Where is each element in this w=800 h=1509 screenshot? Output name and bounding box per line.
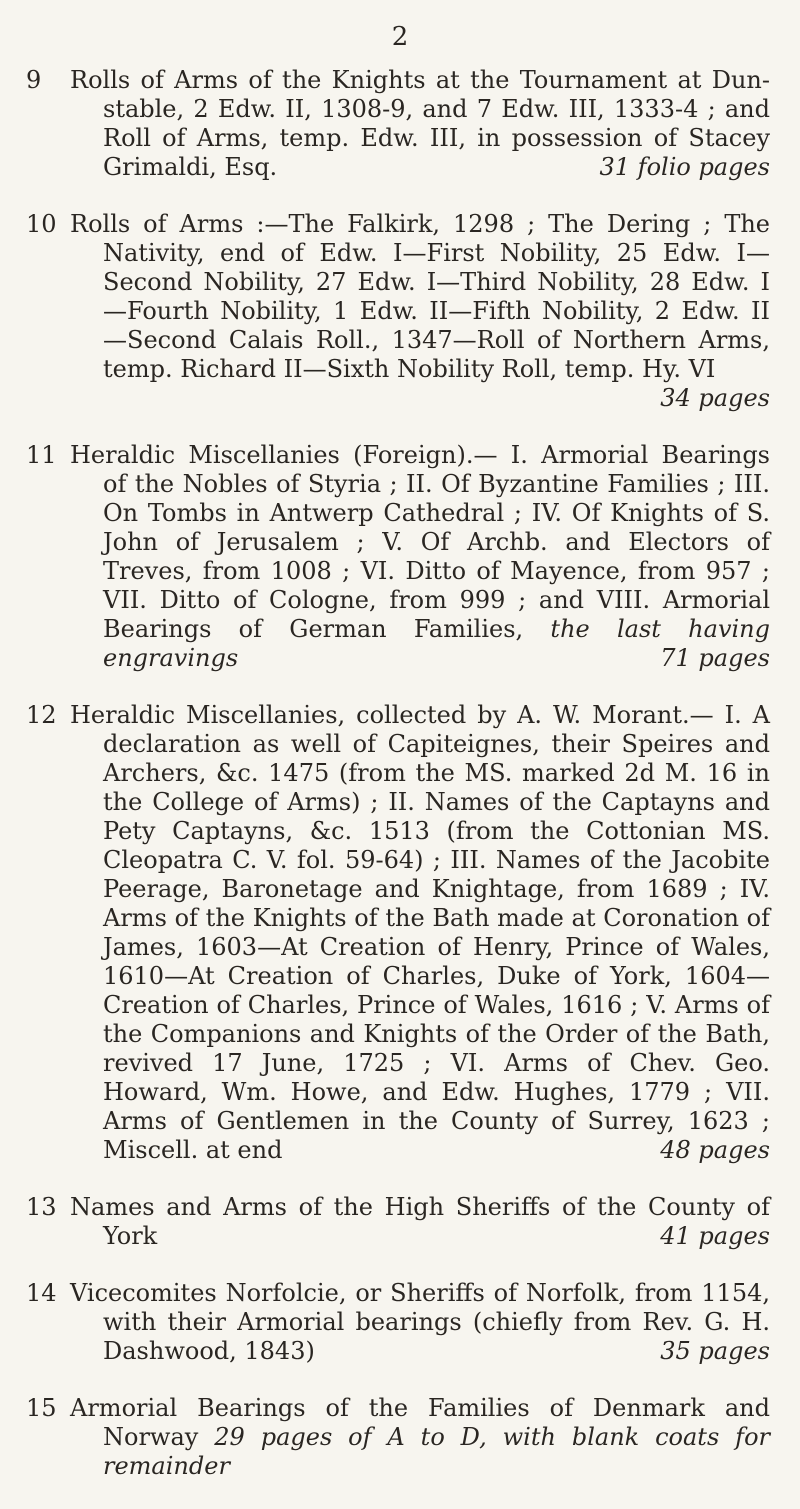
entry-text: Armorial Bearings of the Families of Denmark and Norway <box>70 1394 770 1451</box>
entry-14 <box>0 1279 800 1366</box>
entry-15 <box>0 1394 800 1481</box>
entry-9 <box>0 66 800 182</box>
entry-pages: 41 pages <box>660 1222 770 1250</box>
entry-pages: 35 pages <box>660 1337 770 1365</box>
entry-italic-note: 29 pages of A to D, with blank coats for remainder <box>103 1423 770 1480</box>
entry-italic-note: the last having engravings <box>103 615 770 672</box>
entry-pages: 34 pages <box>660 384 770 412</box>
entry-10 <box>0 210 800 413</box>
entry-pages: 71 pages <box>660 644 770 672</box>
entry-number: 12 <box>26 701 57 729</box>
page-number: 2 <box>391 22 409 52</box>
entry-pages: 31 folio pages <box>599 153 770 181</box>
entry-text: Rolls of Arms :—The Falkirk, 1298 ; The Dering ; The Nativity, end of Edw. I—First Nobility, 25 Edw. I—Second Nobility, 27 Edw. I—Third Nobility, 28 Edw. I —Fourth Nobility, 1 Edw. II—Fifth Nobility, 2 Edw. II —Second Calais Roll., 1347—Roll of Northern Arms, temp. Richard II—Sixth Nobility Roll, temp. Hy. VI <box>70 210 770 383</box>
entry-text: Rolls of Arms of the Knights at the Tournament at Dun-stable, 2 Edw. II, 1308-9, and 7 Edw. III, 1333-4 ; and Roll of Arms, temp. Edw. III, in possession of Stacey Grimaldi, Esq. <box>70 66 770 181</box>
entry-number: 13 <box>26 1193 57 1221</box>
entry-list <box>0 66 800 1509</box>
entry-number: 14 <box>26 1279 57 1307</box>
entry-number: 10 <box>26 210 57 238</box>
entry-number: 11 <box>26 441 57 469</box>
entry-text: Names and Arms of the High Sheriffs of the County of York <box>70 1193 770 1250</box>
entry-text: Heraldic Miscellanies (Foreign).— I. Armorial Bearings of the Nobles of Styria ; II. Of Byzantine Families ; III. On Tombs in Antwerp Cathedral ; IV. Of Knights of S. John of Jerusalem ; V. Of Archb. and Electors of Treves, from 1008 ; VI. Ditto of Mayence, from 957 ; VII. Ditto of Cologne, from 999 ; and VIII. Armorial Bearings of German Families, <box>70 441 770 643</box>
entry-text: Heraldic Miscellanies, collected by A. W. Morant.— I. A declaration as well of Capiteignes, their Speires and Archers, &c. 1475 (from the MS. marked 2d M. 16 in the College of Arms) ; II. Names of the Captayns and Pety Captayns, &c. 1513 (from the Cottonian MS. Cleopatra C. V. fol. 59-64) ; III. Names of the Jacobite Peerage, Baronetage and Knightage, from 1689 ; IV. Arms of the Knights of the Bath made at Coronation of James, 1603—At Creation of Henry, Prince of Wales, 1610—At Creation of Charles, Duke of York, 1604—Creation of Charles, Prince of Wales, 1616 ; V. Arms of the Companions and Knights of the Order of the Bath, revived 17 June, 1725 ; VI. Arms of Chev. Geo. Howard, Wm. Howe, and Edw. Hughes, 1779 ; VII. Arms of Gentlemen in the County of Surrey, 1623 ; Miscell. at end <box>70 701 770 1164</box>
entry-12 <box>0 701 800 1165</box>
entry-pages: 48 pages <box>660 1136 770 1164</box>
entry-number: 15 <box>26 1394 57 1422</box>
entry-11 <box>0 441 800 673</box>
entry-13 <box>0 1193 800 1251</box>
entry-text: Vicecomites Norfolcie, or Sheriffs of Norfolk, from 1154, with their Armorial bearings (chiefly from Rev. G. H. Dashwood, 1843) <box>70 1279 770 1365</box>
entry-number: 9 <box>26 66 42 94</box>
